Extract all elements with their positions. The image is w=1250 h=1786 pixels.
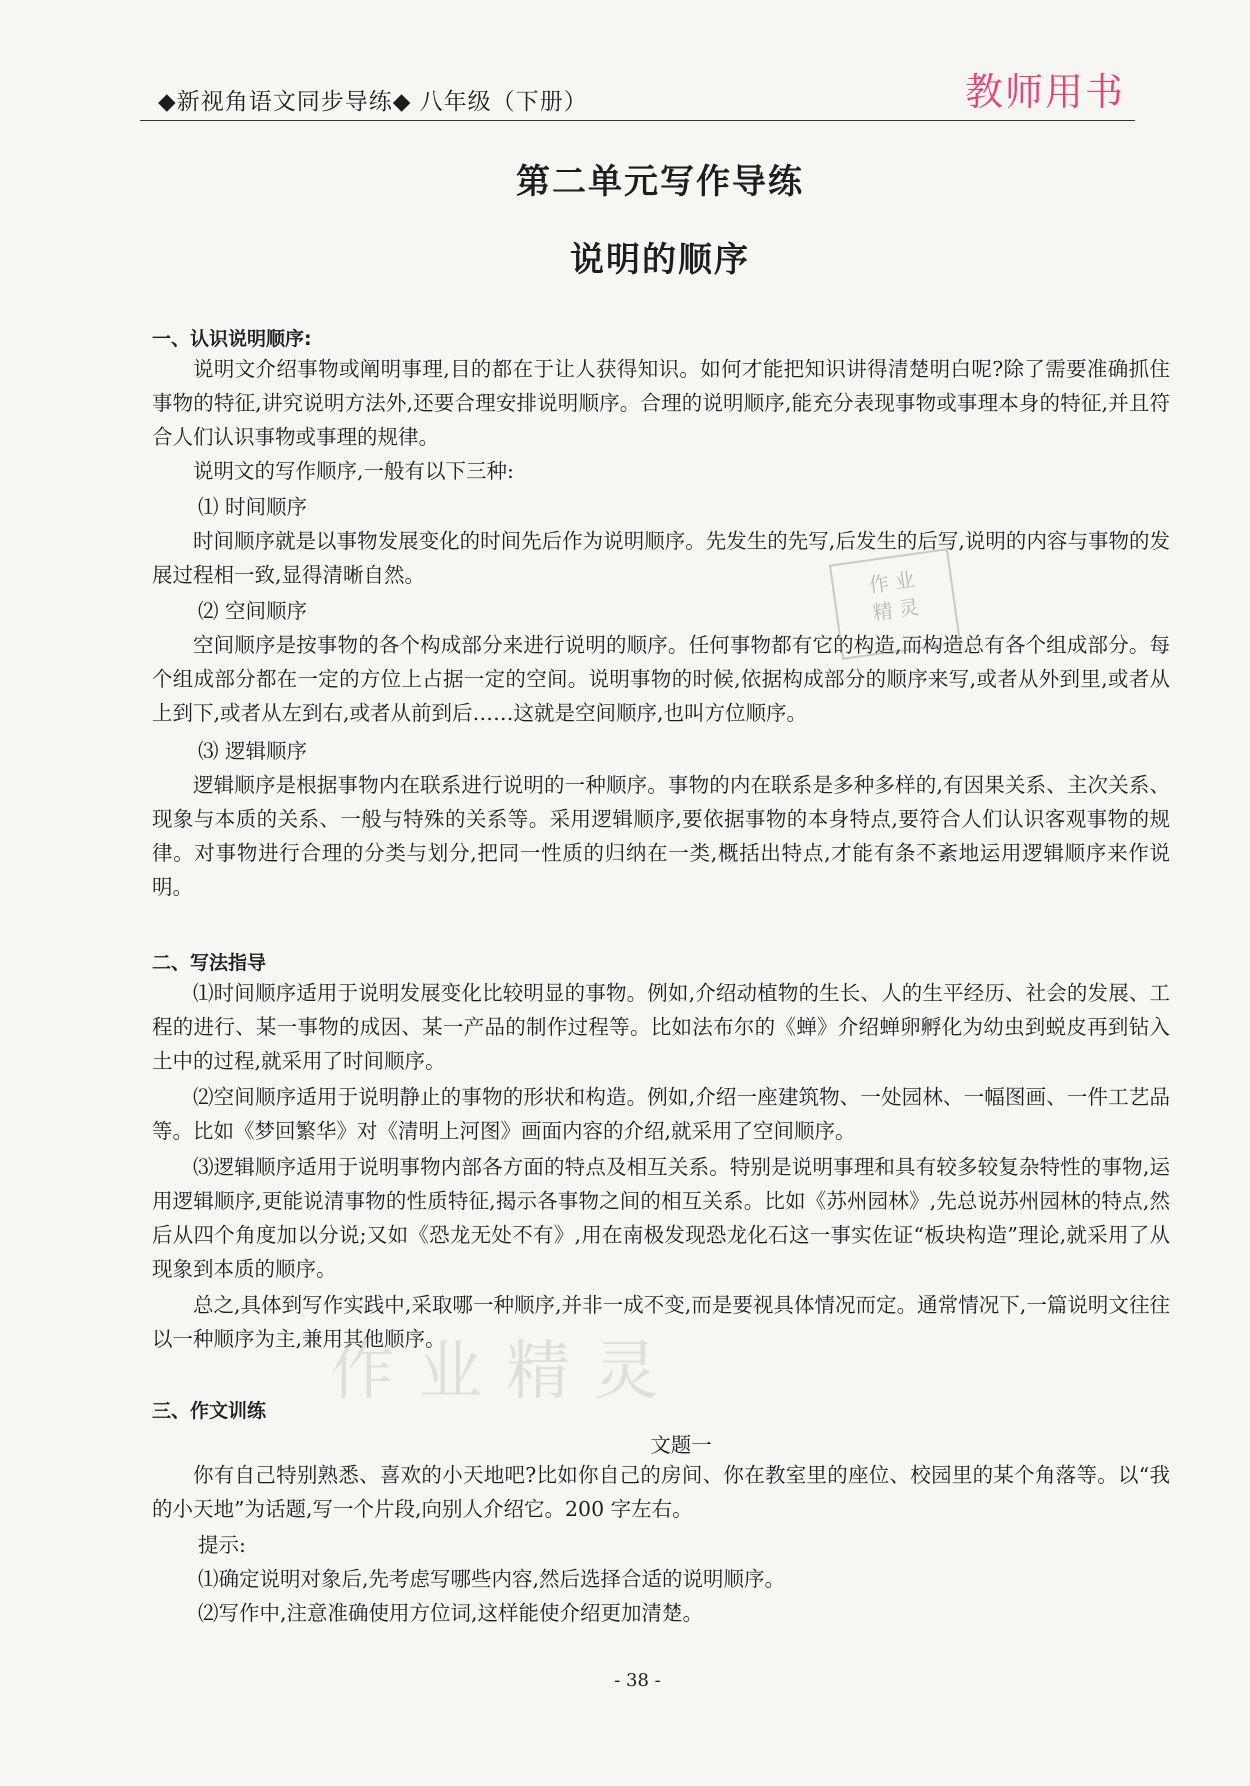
section-2-paragraph-2: ⑵空间顺序适用于说明静止的事物的形状和构造。例如,介绍一座建筑物、一处园林、一幅图画、一件工艺品等。比如《梦回繁华》对《清明上河图》画面内容的介绍,就采用了空间顺序。 (152, 1085, 1170, 1143)
prompt-label: 文题一 (650, 1433, 712, 1457)
lesson-title: 说明的顺序 (570, 240, 750, 280)
hint-item-2: ⑵写作中,注意准确使用方位词,这样能使介绍更加清楚。 (198, 1601, 704, 1625)
section-1-paragraph-space: 空间顺序是按事物的各个构成部分来进行说明的顺序。任何事物都有它的构造,而构造总有各个组成部分。每个组成部分都在一定的方位上占据一定的空间。说明事物的时候,依据构成部分的顺序来写,或者从外到里,或者从上到下,或者从左到右,或者从前到后……这就是空间顺序,也叫方位顺序。 (152, 633, 1170, 725)
order-item-logic: ⑶ 逻辑顺序 (198, 739, 308, 763)
hint-item-1: ⑴确定说明对象后,先考虑写哪些内容,然后选择合适的说明顺序。 (198, 1567, 786, 1591)
watermark-text: 作业精灵 (330, 1335, 682, 1409)
stamp-line-1: 作 业 (867, 567, 917, 598)
teacher-edition-label: 教师用书 (964, 70, 1125, 114)
section-3-heading: 三、作文训练 (152, 1400, 267, 1422)
hint-label: 提示: (198, 1533, 246, 1557)
section-2-paragraph-3: ⑶逻辑顺序适用于说明事物内部各方面的特点及相互关系。特别是说明事理和具有较多较复杂特性的事物,运用逻辑顺序,更能说清事物的性质特征,揭示各事物之间的相互关系。比如《苏州园林》,先总说苏州园林的特点,然后从四个角度加以分说;又如《恐龙无处不有》,用在南极发现恐龙化石这一事实佐证“板块构造”理论,就采用了从现象到本质的顺序。 (152, 1155, 1170, 1281)
watermark-stamp (829, 548, 961, 660)
stamp-line-2: 精 灵 (871, 594, 921, 626)
section-1-paragraph-2: 说明文的写作顺序,一般有以下三种: (193, 459, 514, 483)
section-1-paragraph-logic: 逻辑顺序是根据事物内在联系进行说明的一种顺序。事物的内在联系是多种多样的,有因果关系、主次关系、现象与本质的关系、一般与特殊的关系等。采用逻辑顺序,要依据事物的本身特点,要符合人们认识客观事物的规律。对事物进行合理的分类与划分,把同一性质的归纳在一类,概括出特点,才能有条不紊地运用逻辑顺序来作说明。 (152, 773, 1170, 899)
prompt-paragraph: 你有自己特别熟悉、喜欢的小天地吧?比如你自己的房间、你在教室里的座位、校园里的某个角落等。以“我的小天地”为话题,写一个片段,向别人介绍它。200 字左右。 (152, 1463, 1170, 1521)
page-header (140, 70, 1135, 121)
unit-title: 第二单元写作导练 (516, 162, 804, 202)
section-1-paragraph-time: 时间顺序就是以事物发展变化的时间先后作为说明顺序。先发生的先写,后发生的后写,说明的内容与事物的发展过程相一致,显得清晰自然。 (152, 529, 1170, 587)
book-series-title: ◆新视角语文同步导练◆ 八年级（下册） (158, 89, 588, 115)
section-2-paragraph-1: ⑴时间顺序适用于说明发展变化比较明显的事物。例如,介绍动植物的生长、人的生平经历、社会的发展、工程的进行、某一事物的成因、某一产品的制作过程等。比如法布尔的《蝉》介绍蝉卵孵化为幼虫到蜕皮再到钻入土中的过程,就采用了时间顺序。 (152, 981, 1170, 1073)
section-2-heading: 二、写法指导 (152, 952, 267, 974)
section-1-heading: 一、认识说明顺序: (152, 328, 312, 350)
section-1-paragraph-1: 说明文介绍事物或阐明事理,目的都在于让人获得知识。如何才能把知识讲得清楚明白呢?除了需要准确抓住事物的特征,讲究说明方法外,还要合理安排说明顺序。合理的说明顺序,能充分表现事物或事理本身的特征,并且符合人们认识事物或事理的规律。 (152, 357, 1170, 449)
section-2-paragraph-4: 总之,具体到写作实践中,采取哪一种顺序,并非一成不变,而是要视具体情况而定。通常情况下,一篇说明文往往以一种顺序为主,兼用其他顺序。 (152, 1293, 1170, 1351)
order-item-space: ⑵ 空间顺序 (198, 599, 308, 623)
page-number: - 38 - (614, 1670, 661, 1691)
order-item-time: ⑴ 时间顺序 (198, 495, 308, 519)
